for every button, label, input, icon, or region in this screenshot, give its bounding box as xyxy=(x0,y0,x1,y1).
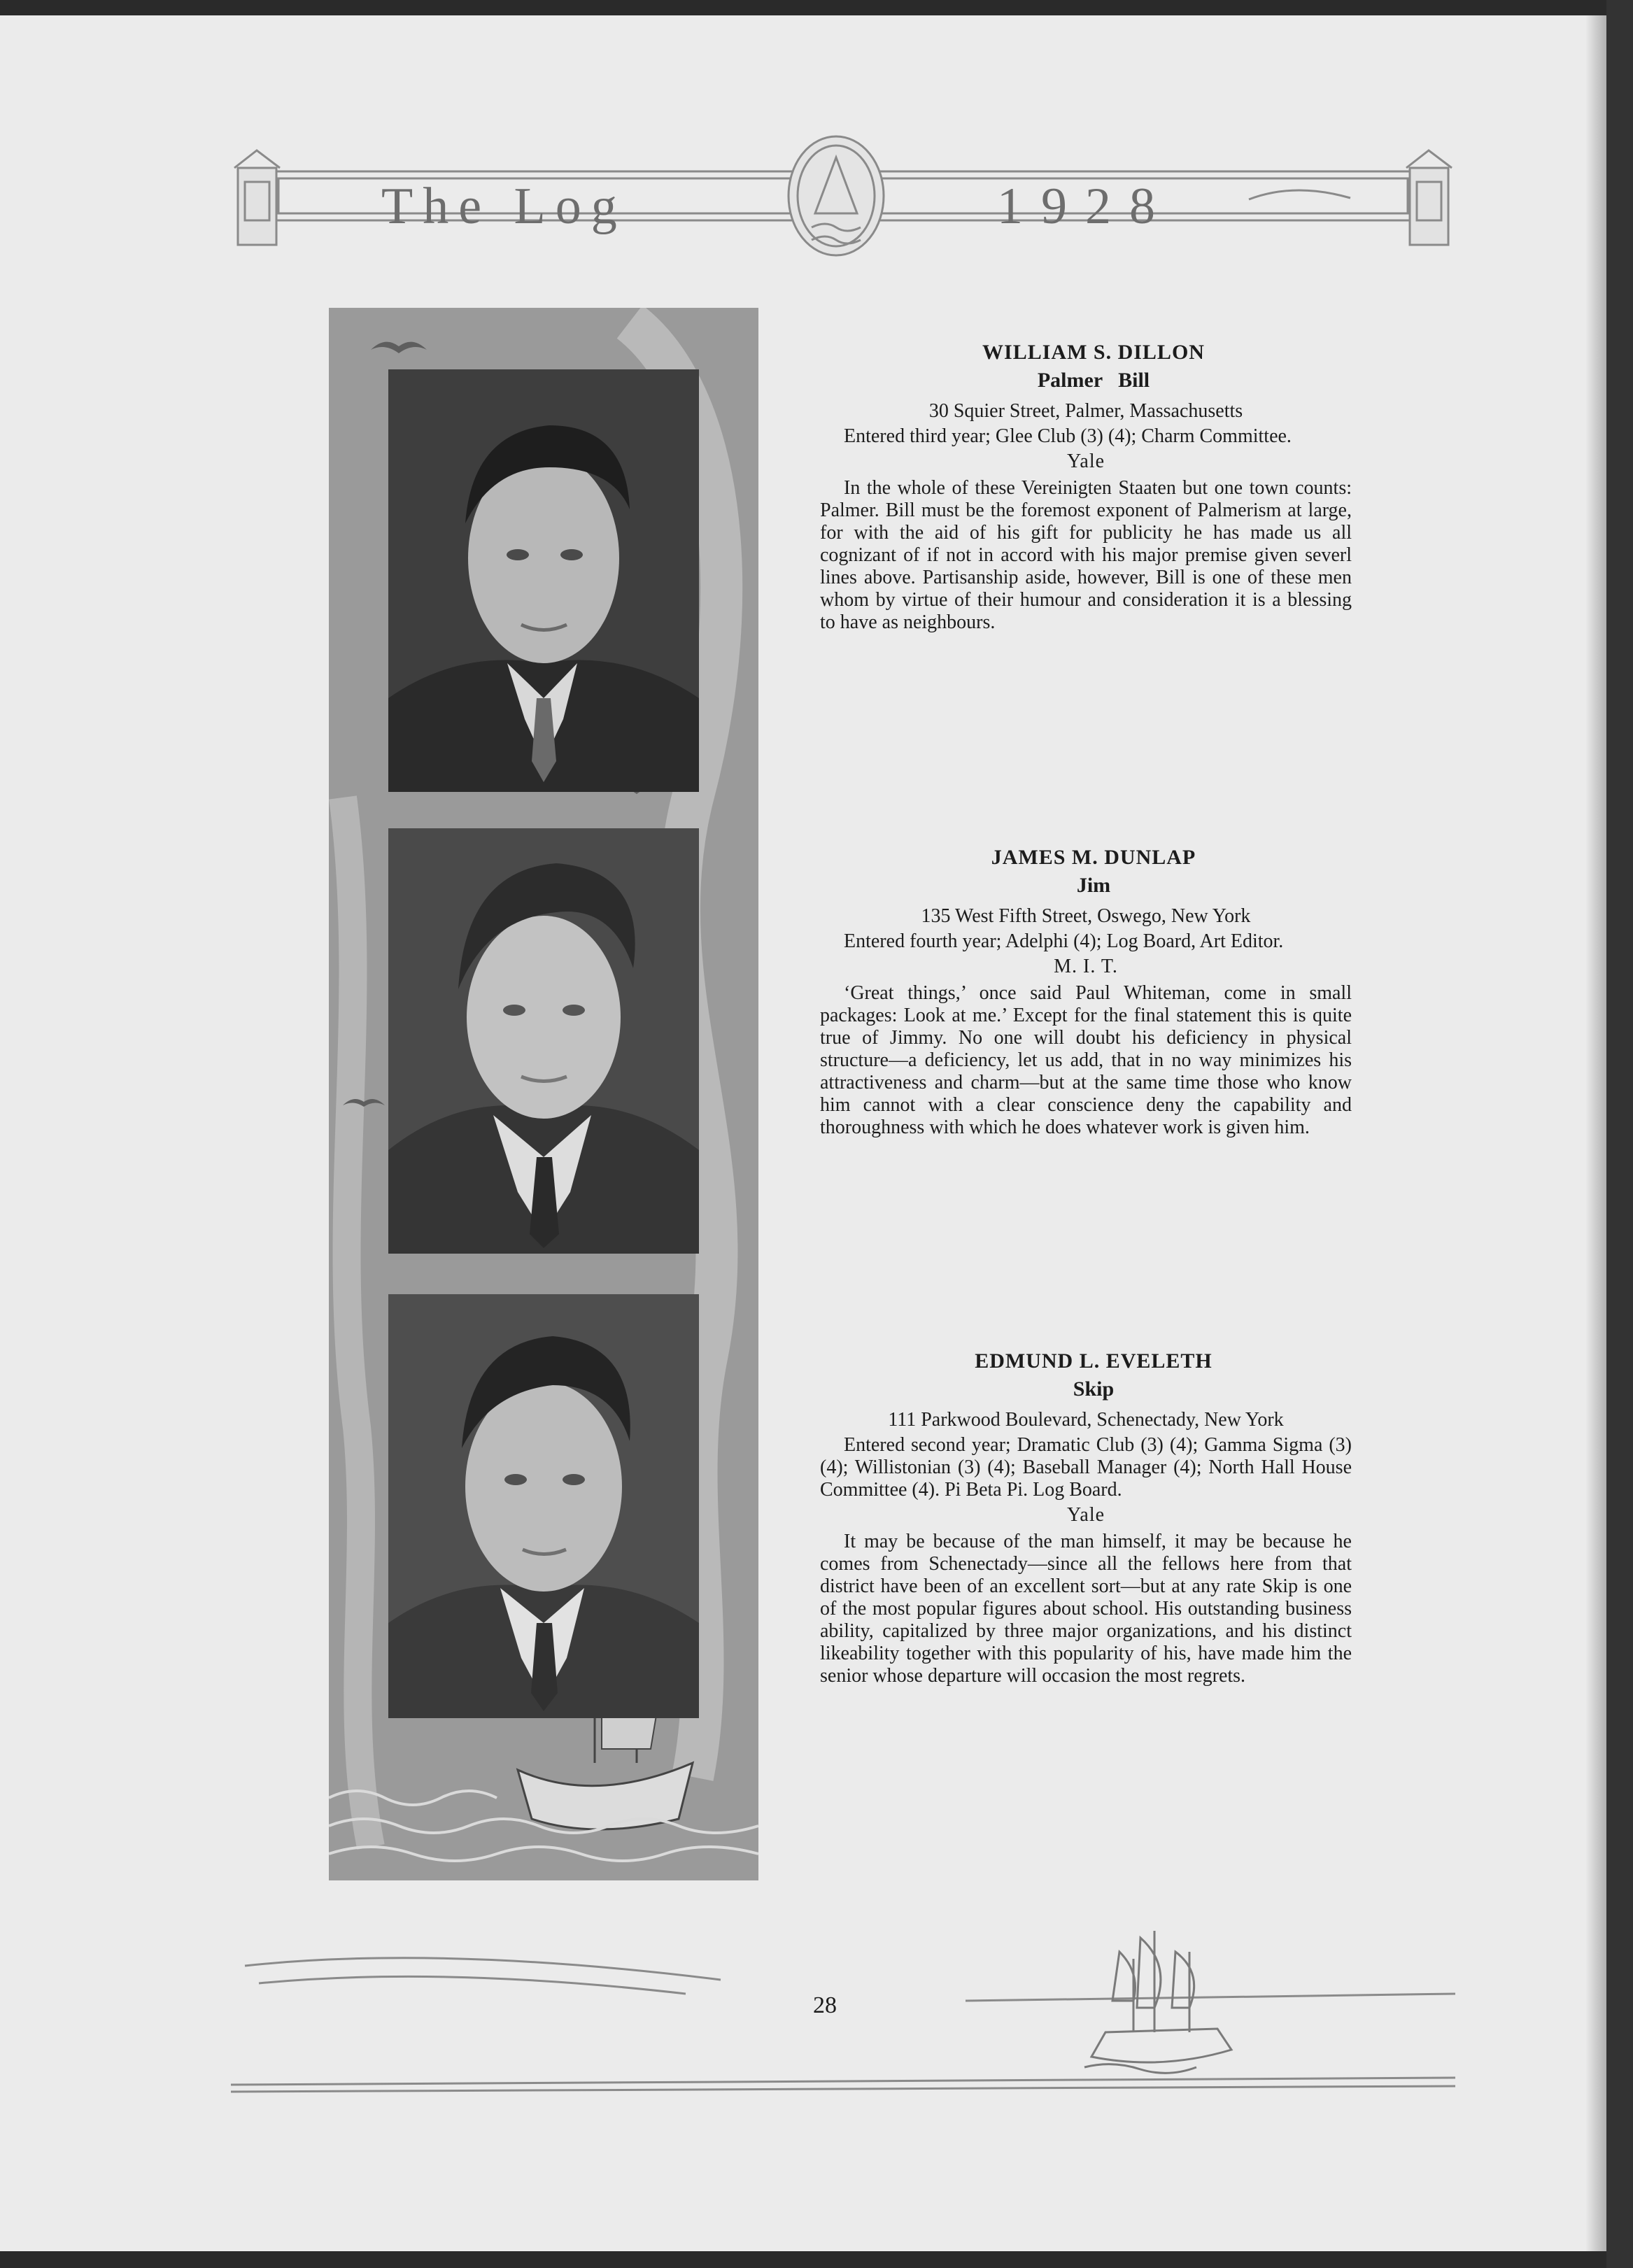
senior-entry xyxy=(820,1350,1352,1687)
senior-nickname: Palmer Bill xyxy=(1037,369,1150,392)
senior-record: Entered fourth year; Adelphi (4); Log Board, Art Editor. xyxy=(844,930,1284,952)
senior-name: WILLIAM S. DILLON xyxy=(982,341,1205,364)
portrait-eveleth xyxy=(388,1294,699,1718)
senior-address: 135 West Fifth Street, Oswego, New York xyxy=(921,905,1251,927)
senior-bio: ‘Great things,’ once said Paul Whiteman, come in small packages: Look at me.’ Except for the final statement this is quite true of Jimmy. No one will doubt his deficiency in physical structure—a deficiency, let us add, that in no way minimizes his attractiveness and charm—but at the same time those who know him cannot with a clear conscience deny the capability and thoroughness with which he does whatever work is given him. xyxy=(820,982,1352,1138)
senior-nickname: Jim xyxy=(1076,874,1111,897)
portrait-dillon xyxy=(388,369,699,792)
page-number: 28 xyxy=(813,1992,837,2018)
senior-record: Entered third year; Glee Club (3) (4); Charm Committee. xyxy=(844,425,1292,447)
senior-address: 111 Parkwood Boulevard, Schenectady, New York xyxy=(888,1409,1284,1431)
senior-nickname: Skip xyxy=(1073,1377,1115,1401)
portrait-dunlap xyxy=(388,828,699,1254)
senior-entry xyxy=(820,846,1352,1139)
senior-record: Entered second year; Dramatic Club (3) (4); Gamma Sigma (3) (4); Willistonian (3) (4); Baseball Manager (4); North Hall House Committee (4). Pi Beta Pi. Log Board. xyxy=(820,1434,1352,1501)
senior-name: JAMES M. DUNLAP xyxy=(991,846,1196,869)
page-gutter-shadow xyxy=(1585,15,1606,2251)
page-edge xyxy=(1606,0,1633,2268)
portrait-column xyxy=(329,308,758,1880)
senior-college: M. I. T. xyxy=(1054,956,1118,977)
footer-ornament xyxy=(231,1889,1455,2099)
senior-college: Yale xyxy=(1066,1504,1105,1526)
senior-name: EDMUND L. EVELETH xyxy=(975,1349,1213,1373)
header-title: The Log xyxy=(381,178,627,235)
senior-bio: It may be because of the man himself, it may be because he comes from Schenectady—since all the fellows here from that district have been of an excellent sort—but at any rate Skip is one of the most popular figures about school. His outstanding business ability, capitalized by three major organizations, and his distinct likeability together with this popularity of his, have made him the senior whose departure will occasion the most regrets. xyxy=(820,1531,1352,1687)
senior-bio: In the whole of these Vereinigten Staaten but one town counts: Palmer. Bill must be the foremost exponent of Palmerism at large, for with the aid of his gift for publicity he has made us all cognizant of if not in accord with his major premise given severl lines above. Partisanship aside, however, Bill is one of these men whom by virtue of their humour and consideration it is a blessing to have as neighbours. xyxy=(820,477,1352,633)
header-banner xyxy=(231,129,1455,276)
senior-entry xyxy=(820,341,1352,634)
header-year: 1928 xyxy=(997,178,1173,235)
senior-college: Yale xyxy=(1066,451,1105,472)
senior-address: 30 Squier Street, Palmer, Massachusetts xyxy=(928,400,1243,422)
ship-icon xyxy=(1084,1931,1231,2073)
